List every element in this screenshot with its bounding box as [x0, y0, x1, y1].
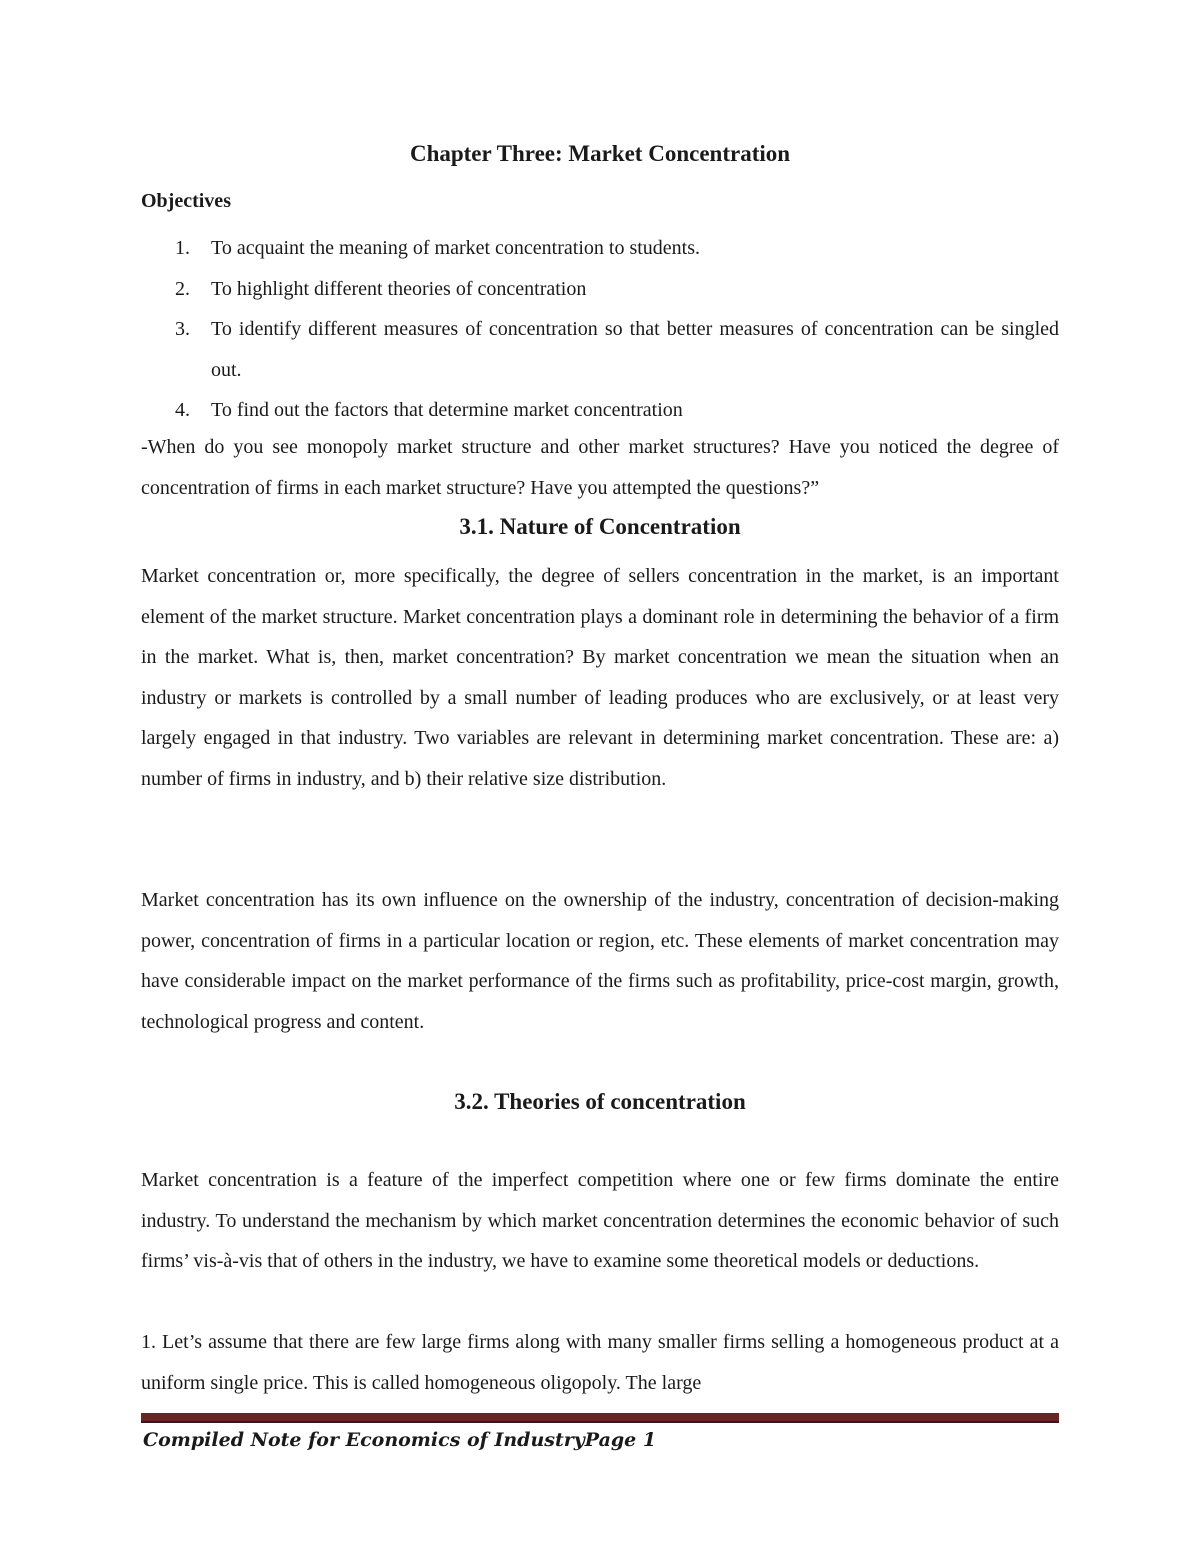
- objective-number: 4.: [175, 399, 190, 422]
- footer-text: Compiled Note for Economics of IndustryPage 1: [143, 1429, 657, 1451]
- objectives-question: -When do you see monopoly market structure and other market structures? Have you noticed the degree of concentration of firms in each market structure? Have you attempted the questions?”: [141, 436, 1059, 499]
- nature-paragraph-2: Market concentration has its own influence on the ownership of the industry, concentration of decision-making power, concentration of firms in a particular location or region, etc. These elements of market concentration may have considerable impact on the market performance of the firms such as profitability, price-cost margin, growth, technological progress and content.: [141, 889, 1059, 1033]
- objective-text: To highlight different theories of concentration: [211, 277, 587, 300]
- objectives-list: [141, 228, 1059, 431]
- theories-paragraph-1: Market concentration is a feature of the imperfect competition where one or few firms dominate the entire industry. To understand the mechanism by which market concentration determines the economic behavior of such firms’ vis-à-vis that of others in the industry, we have to examine some theoretical models or deductions.: [141, 1169, 1059, 1273]
- objective-number: 3.: [175, 318, 190, 341]
- objective-text: To identify different measures of concentration so that better measures of concentration can be singled out.: [211, 318, 1059, 381]
- footer-rule: [141, 1413, 1059, 1423]
- nature-paragraph-1: Market concentration or, more specifically, the degree of sellers concentration in the market, is an important element of the market structure. Market concentration plays a dominant role in determining the behavior of a firm in the market. What is, then, market concentration? By market concentration we mean the situation when an industry or markets is controlled by a small number of leading produces who are exclusively, or at least very largely engaged in that industry. Two variables are relevant in determining market concentration. These are: a) number of firms in industry, and b) their relative size distribution.: [141, 565, 1059, 790]
- section-heading-nature: 3.1. Nature of Concentration: [459, 514, 741, 539]
- objectives-heading: Objectives: [141, 190, 231, 212]
- objective-item: [141, 228, 1059, 269]
- section-heading-theories: 3.2. Theories of concentration: [454, 1089, 746, 1114]
- objective-number: 2.: [175, 277, 190, 300]
- objective-item: [141, 309, 1059, 390]
- objective-item: [141, 269, 1059, 310]
- objective-text: To acquaint the meaning of market concentration to students.: [211, 237, 701, 259]
- objective-number: 1.: [175, 237, 190, 259]
- chapter-title: Chapter Three: Market Concentration: [409, 141, 791, 166]
- objective-text: To find out the factors that determine market concentration: [211, 399, 683, 422]
- objective-item: [141, 390, 1059, 431]
- theories-paragraph-2: 1. Let’s assume that there are few large firms along with many smaller firms selling a homogeneous product at a uniform single price. This is called homogeneous oligopoly. The large: [141, 1331, 1059, 1394]
